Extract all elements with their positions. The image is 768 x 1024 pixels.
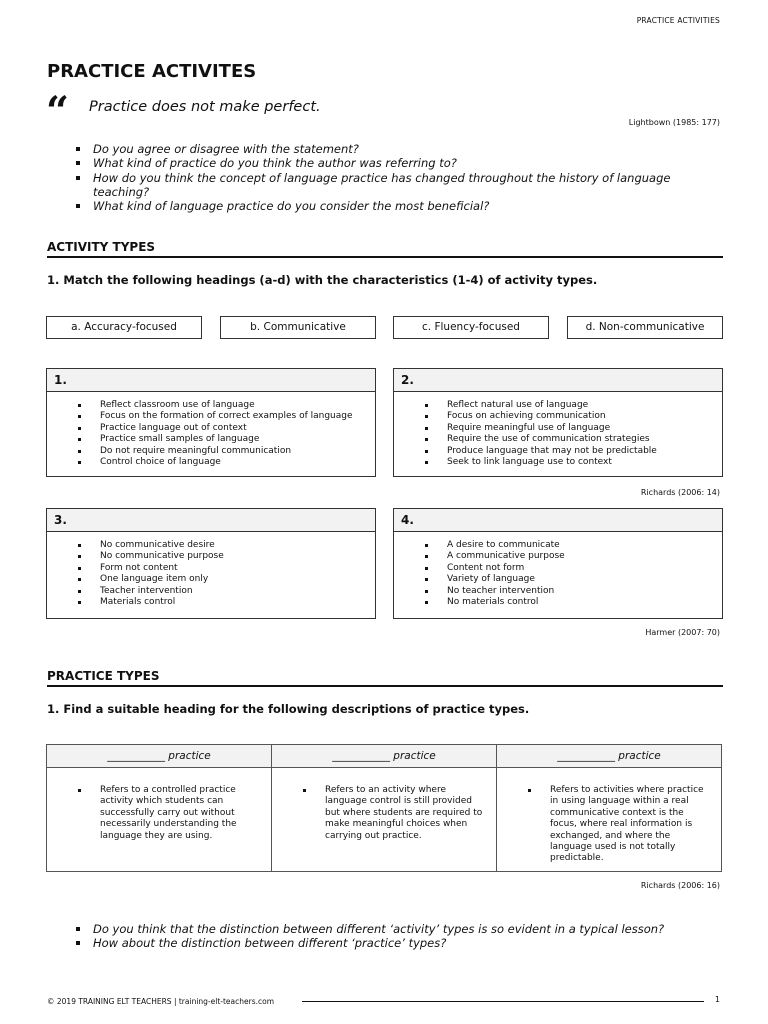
list-item: No communicative purpose xyxy=(75,551,375,562)
practice-description xyxy=(497,768,721,865)
list-item: Produce language that may not be predictable xyxy=(422,446,722,457)
box-label: 1. xyxy=(47,369,375,392)
characteristics-box-2 xyxy=(393,368,723,477)
practice-heading-blank: ___________ practice xyxy=(47,745,271,768)
list-item: A communicative purpose xyxy=(422,551,722,562)
footer-divider xyxy=(302,1001,704,1002)
list-item: Do you agree or disagree with the statement? xyxy=(72,142,712,156)
running-header: PRACTICE ACTIVITIES xyxy=(636,16,720,25)
list-item: Focus on achieving communication xyxy=(422,411,722,422)
box-label: 3. xyxy=(47,509,375,532)
list-item: Teacher intervention xyxy=(75,586,375,597)
list-item: Refers to an activity where language control is still provided but where students are required to make meaningful choices when carrying out practice. xyxy=(300,785,486,842)
quote-source: Lightbown (1985: 177) xyxy=(628,118,720,127)
footer-copyright: © 2019 TRAINING ELT TEACHERS | training-elt-teachers.com xyxy=(47,997,275,1006)
practice-column-3 xyxy=(497,745,721,871)
section-heading-practice-types: PRACTICE TYPES xyxy=(47,669,723,687)
citation-harmer-2007-70: Harmer (2007: 70) xyxy=(645,628,720,637)
heading-option-b: b. Communicative xyxy=(220,316,376,339)
list-item: Do not require meaningful communication xyxy=(75,446,375,457)
list-item: One language item only xyxy=(75,574,375,585)
quote-mark-icon: “ xyxy=(46,88,70,135)
practice-column-2 xyxy=(272,745,497,871)
practice-types-table xyxy=(46,744,722,872)
activity-instruction: 1. Match the following headings (a-d) with the characteristics (1-4) of activity types. xyxy=(47,273,598,287)
list-item: No communicative desire xyxy=(75,540,375,551)
list-item: Content not form xyxy=(422,563,722,574)
list-item: Practice small samples of language xyxy=(75,434,375,445)
page-title: PRACTICE ACTIVITES xyxy=(47,61,257,82)
list-item: Reflect classroom use of language xyxy=(75,400,375,411)
characteristics-list xyxy=(47,532,375,608)
list-item: What kind of practice do you think the author was referring to? xyxy=(72,156,712,170)
characteristics-list xyxy=(394,532,722,608)
heading-option-a: a. Accuracy-focused xyxy=(46,316,202,339)
list-item: What kind of language practice do you consider the most beneficial? xyxy=(72,199,712,213)
heading-option-d: d. Non-communicative xyxy=(567,316,723,339)
list-item: Require the use of communication strategies xyxy=(422,434,722,445)
characteristics-box-1 xyxy=(46,368,376,477)
practice-heading-blank: ___________ practice xyxy=(497,745,721,768)
list-item: How do you think the concept of language practice has changed throughout the history of language teaching? xyxy=(72,171,712,200)
practice-description xyxy=(272,768,496,842)
quote-text: Practice does not make perfect. xyxy=(89,99,321,115)
box-label: 2. xyxy=(394,369,722,392)
list-item: A desire to communicate xyxy=(422,540,722,551)
citation-richards-2006-16: Richards (2006: 16) xyxy=(640,881,720,890)
list-item: Control choice of language xyxy=(75,457,375,468)
characteristics-box-3 xyxy=(46,508,376,619)
list-item: How about the distinction between different ‘practice’ types? xyxy=(72,936,712,950)
box-label: 4. xyxy=(394,509,722,532)
list-item: Focus on the formation of correct examples of language xyxy=(75,411,375,422)
list-item: Seek to link language use to context xyxy=(422,457,722,468)
list-item: Do you think that the distinction between different ‘activity’ types is so evident in a typical lesson? xyxy=(72,922,712,936)
practice-instruction: 1. Find a suitable heading for the following descriptions of practice types. xyxy=(47,702,530,716)
list-item: Practice language out of context xyxy=(75,423,375,434)
page-number: 1 xyxy=(714,995,720,1004)
list-item: Require meaningful use of language xyxy=(422,423,722,434)
section-heading-activity-types: ACTIVITY TYPES xyxy=(47,240,723,258)
characteristics-list xyxy=(394,392,722,468)
heading-option-c: c. Fluency-focused xyxy=(393,316,549,339)
characteristics-list xyxy=(47,392,375,468)
list-item: Reflect natural use of language xyxy=(422,400,722,411)
closing-question-list xyxy=(72,922,712,951)
list-item: No teacher intervention xyxy=(422,586,722,597)
practice-heading-blank: ___________ practice xyxy=(272,745,496,768)
practice-column-1 xyxy=(47,745,272,871)
characteristics-box-4 xyxy=(393,508,723,619)
list-item: Refers to a controlled practice activity which students can successfully carry out without necessarily understanding the language they are using. xyxy=(75,785,261,842)
citation-richards-2006-14: Richards (2006: 14) xyxy=(640,488,720,497)
list-item: No materials control xyxy=(422,597,722,608)
practice-description xyxy=(47,768,271,842)
list-item: Form not content xyxy=(75,563,375,574)
list-item: Variety of language xyxy=(422,574,722,585)
intro-question-list xyxy=(72,142,712,213)
list-item: Materials control xyxy=(75,597,375,608)
list-item: Refers to activities where practice in using language within a real communicative context is the focus, where real information is exchanged, and where the language used is not totally predictable. xyxy=(525,785,711,865)
